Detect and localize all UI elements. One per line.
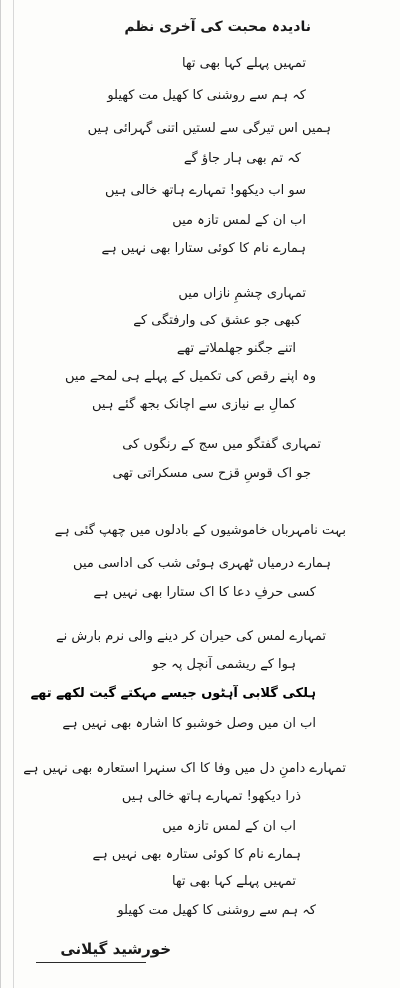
poem-line: ہمارے نام کا کوئی ستارا بھی نہیں ہے xyxy=(101,241,306,256)
poem-line: سو اب دیکھو! تمہارے ہاتھ خالی ہیں xyxy=(104,183,306,198)
poem-line: تمہیں پہلے کہا بھی تھا xyxy=(181,56,306,71)
poem-line: کہ ہم سے روشنی کا کھیل مت کھیلو xyxy=(107,88,306,103)
poem-line: تمہارے دامنِ دل میں وفا کا اک سنہرا استعارہ بھی نہیں ہے xyxy=(23,761,346,776)
poem-line: بہت نامہرباں خاموشیوں کے بادلوں میں چھپ گئی ہے xyxy=(54,523,346,538)
poem-line: ذرا دیکھو! تمہارے ہاتھ خالی ہیں xyxy=(121,789,301,804)
poem-line: اتنے جگنو جھلملاتے تھے xyxy=(176,341,296,356)
poem-line: کہ ہم سے روشنی کا کھیل مت کھیلو xyxy=(117,903,316,918)
poem-line: کمالِ بے نیازی سے اچانک بجھ گئے ہیں xyxy=(92,397,296,412)
signature-underline xyxy=(36,962,146,963)
poem-line: کبھی جو عشق کی وارفتگی کے xyxy=(133,313,301,328)
poem-line: کسی حرفِ دعا کا اک ستارا بھی نہیں ہے xyxy=(93,585,316,600)
poem-body xyxy=(1,0,400,988)
poem-line: ہمیں اس تیرگی سے لستیں اتنی گہرائی ہیں xyxy=(87,121,331,136)
poem-line: تمہاری گفتگو میں سج کے رنگوں کی xyxy=(122,437,321,452)
poet-signature: خورشید گیلانی xyxy=(60,940,171,958)
poem-line: اب ان کے لمس تازہ میں xyxy=(172,213,306,228)
poem-line: وہ اپنے رقص کی تکمیل کے پہلے ہی لمحے میں xyxy=(64,369,316,384)
poem-line: ہلکی گلابی آہٹوں جیسے مہکتے گیت لکھے تھے xyxy=(30,686,316,701)
poem-line: ہمارے درمیاں ٹھہری ہوئی شب کی اداسی میں xyxy=(73,556,331,571)
poem-line: تمہارے لمس کی حیران کر دینے والی نرم بارش نے xyxy=(56,629,326,644)
poem-line: کہ تم بھی ہار جاؤ گے xyxy=(183,151,301,166)
poem-line: اب ان کے لمس تازہ میں xyxy=(162,819,296,834)
poem-line: تمہاری چشمِ نازاں میں xyxy=(178,286,306,301)
poem-line: جو اک قوسِ قزح سی مسکراتی تھی xyxy=(112,466,311,481)
poem-title: نادیدہ محبت کی آخری نظم xyxy=(124,19,311,35)
poem-line: ہمارے نام کا کوئی ستارہ بھی نہیں ہے xyxy=(92,847,301,862)
poem-line: ہوا کے ریشمی آنچل پہ جو xyxy=(152,657,296,672)
poem-line: اب ان میں وصل خوشبو کا اشارہ بھی نہیں ہے xyxy=(62,716,316,731)
poem-line: تمہیں پہلے کہا بھی تھا xyxy=(171,874,296,889)
